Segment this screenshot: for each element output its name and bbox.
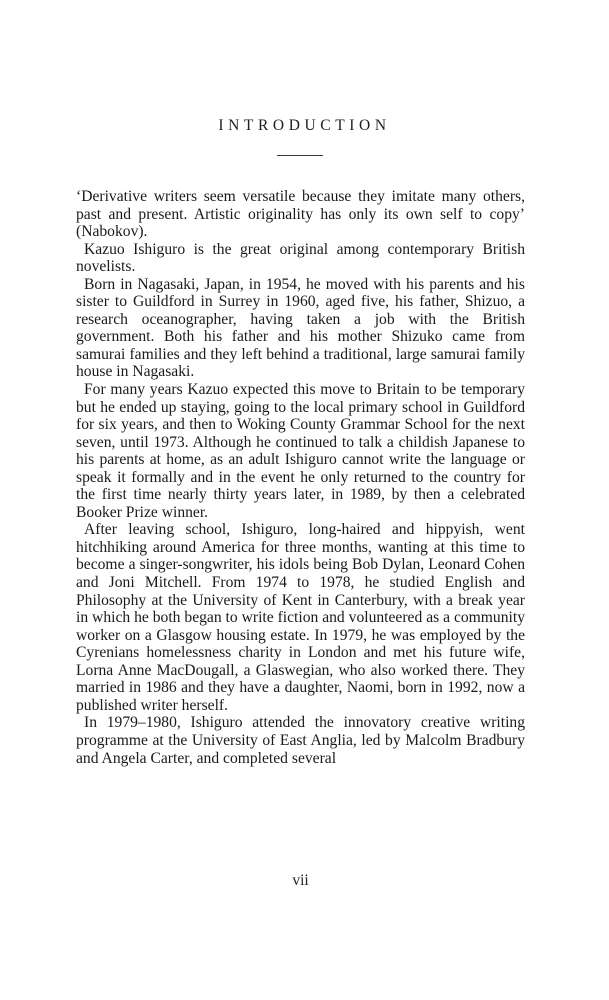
paragraph-move-to-britain: For many years Kazuo expected this move to Britain to be temporary but he ended up staying, going to the local primary school in Guildford for six years, and then to Woking County Grammar School for the next seven, until 1973. Although he continued to talk a childish Japanese to his parents at home, as an adult Ishiguro cannot write the language or speak it formally and in the event he only returned to the country for the first time nearly thirty years later, in 1989, by then a celebrated Booker Prize winner.: [76, 381, 525, 521]
heading-rule: [277, 155, 323, 156]
paragraph-born-in-nagasaki: Born in Nagasaki, Japan, in 1954, he moved with his parents and his sister to Guildford in Surrey in 1960, aged five, his father, Shizuo, a research oceanographer, having taken a job with the British government. Both his father and his mother Shizuko came from samurai families and they left behind a traditional, large samurai family house in Nagasaki.: [76, 275, 525, 381]
paragraph-great-original: Kazuo Ishiguro is the great original among contemporary British novelists.: [76, 240, 525, 276]
chapter-heading: INTRODUCTION: [218, 117, 391, 134]
page-number: vii: [292, 872, 309, 889]
body-text: [76, 188, 525, 767]
paragraph-after-school: After leaving school, Ishiguro, long-haired and hippyish, went hitchhiking around America for three months, wanting at this time to become a singer-songwriter, his idols being Bob Dylan, Leonard Cohen and Joni Mitchell. From 1974 to 1978, he studied English and Philosophy at the University of Kent in Canterbury, with a break year in which he both began to write fiction and volunteered as a community worker on a Glasgow housing estate. In 1979, he was employed by the Cyrenians homelessness charity in London and met his future wife, Lorna Anne MacDougall, a Glaswegian, who also worked there. They married in 1986 and they have a daughter, Naomi, born in 1992, now a published writer herself.: [76, 521, 525, 714]
paragraph-nabokov-quote: ‘Derivative writers seem versatile because they imitate many others, past and present. Artistic originality has only its own self to copy’ (Nabokov).: [76, 188, 525, 241]
paragraph-creative-writing: In 1979–1980, Ishiguro attended the innovatory creative writing programme at the University of East Anglia, led by Malcolm Bradbury and Angela Carter, and completed several: [76, 714, 525, 767]
